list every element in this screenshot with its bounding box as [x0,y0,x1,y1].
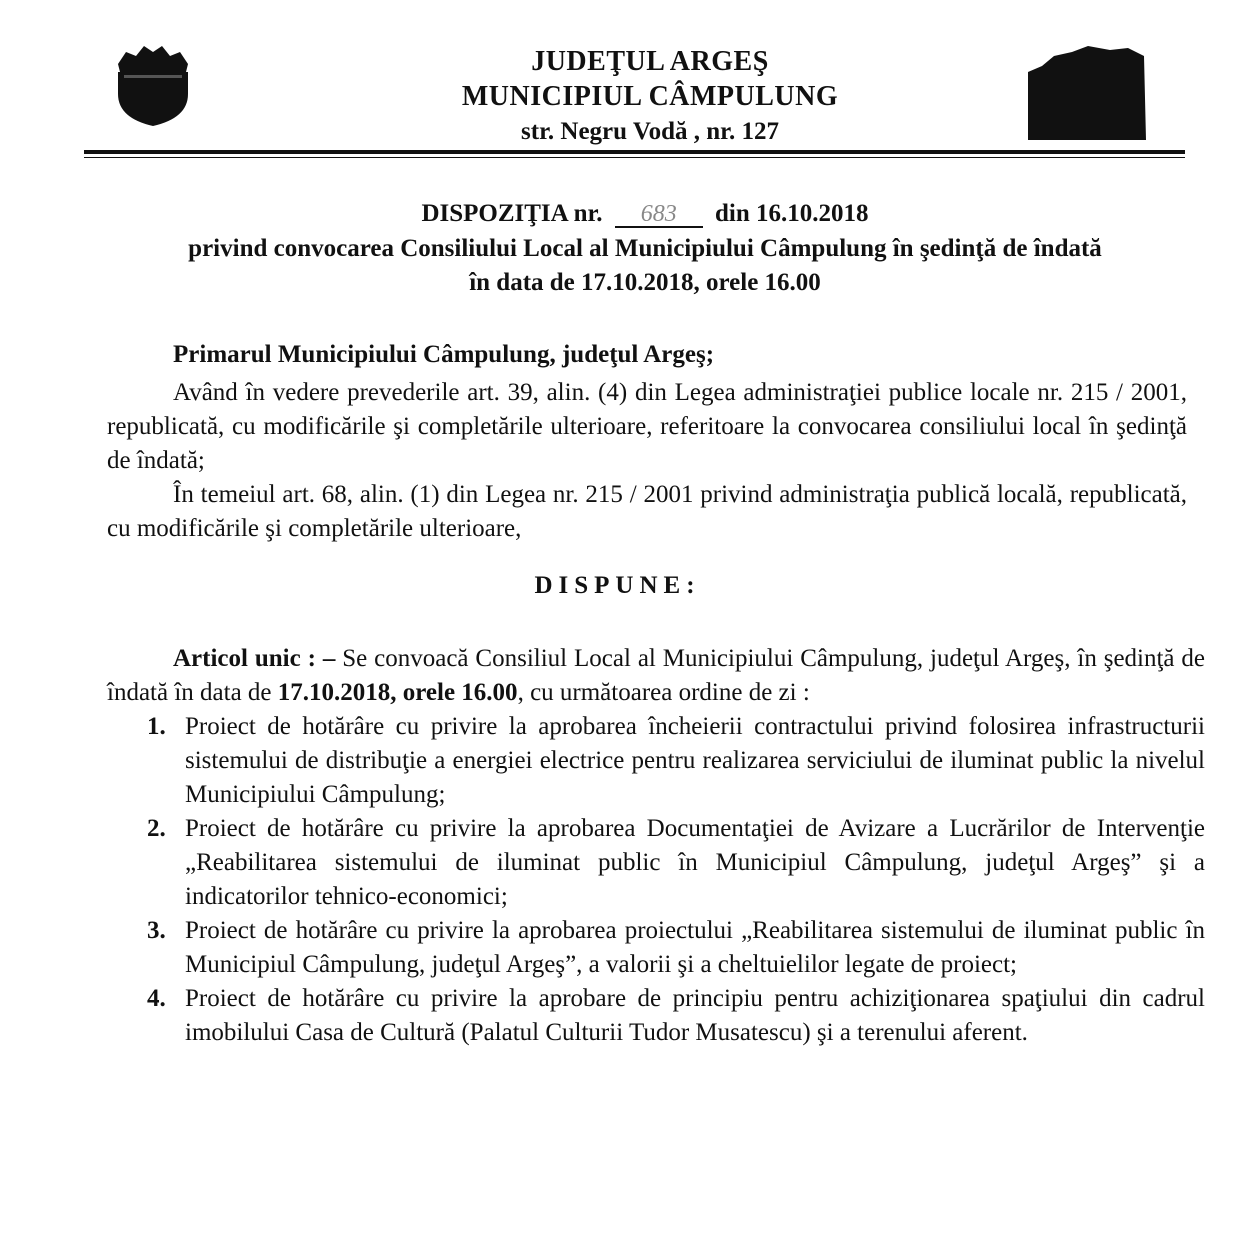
article-datetime: 17.10.2018, orele 16.00 [277,679,518,706]
title-subject-line1: privind convocarea Consiliului Local al Municipiului Câmpulung în şedinţă de îndată [188,235,1102,262]
document-header [300,44,1000,150]
title-date: din 16.10.2018 [715,200,869,227]
agenda-item [107,982,1205,1050]
dispune-heading: DISPUNE: [534,572,701,599]
article-label: Articol unic : – [173,645,336,672]
agenda-item-text: Proiect de hotărâre cu privire la aprobarea proiectului „Reabilitarea sistemului de iluminat public în Municipiul Câmpulung, judeţul Argeş”, a valorii şi a cheltuielilor legate de proiect; [185,917,1205,978]
article-text-1: Se convoacă Consiliul Local al Municipiului Câmpulung, judeţul Argeş, în şedinţă de îndată în data de [107,645,1206,706]
agenda-item [107,812,1205,914]
coat-of-arms-crest-left [112,42,194,128]
preamble [107,338,1187,546]
agenda-item [107,914,1205,982]
mayor-line: Primarul Municipiului Câmpulung, judeţul Argeş; [173,341,715,368]
document-title [80,196,1210,300]
municipality-name: MUNICIPIUL CÂMPULUNG [461,81,839,112]
agenda-item-text: Proiect de hotărâre cu privire la aprobarea încheierii contractului privind folosirea infrastructurii sistemului de distribuţie a energiei electrice pentru realizarea serviciului de iluminat public la nivelul Municipiului Câmpulung; [185,713,1205,808]
header-rule-thick [84,150,1185,154]
address: str. Negru Vodă , nr. 127 [521,118,779,145]
title-prefix: DISPOZIŢIA nr. [421,200,603,227]
agenda-item-number: 3. [147,917,166,944]
agenda-item [107,710,1205,812]
article-text-2: , cu următoarea ordine de zi : [517,679,810,706]
preamble-paragraph-1: Având în vedere prevederile art. 39, alin. (4) din Legea administraţiei publice locale nr. 215 / 2001, republicată, cu modificările şi completările ulterioare, referitoare la convocarea consiliului local în şedinţă de îndată; [107,379,1187,474]
agenda-item-number: 2. [147,815,166,842]
handwritten-number: 683 [615,202,703,228]
article-unic [107,642,1205,1050]
emblem-right [1024,44,1148,142]
agenda-item-number: 4. [147,985,166,1012]
agenda-item-number: 1. [147,713,166,740]
header-rule-thin [84,157,1185,158]
agenda-item-text: Proiect de hotărâre cu privire la aprobare de principiu pentru achiziţionarea spaţiului din cadrul imobilului Casa de Cultură (Palatul Culturii Tudor Musatescu) şi a terenului aferent. [185,985,1205,1046]
agenda-list [107,710,1205,1050]
title-subject-line2: în data de 17.10.2018, orele 16.00 [469,269,821,296]
preamble-paragraph-2: În temeiul art. 68, alin. (1) din Legea nr. 215 / 2001 privind administraţia publică locală, republicată, cu modificările şi completările ulterioare, [107,481,1187,542]
county-name: JUDEŢUL ARGEŞ [531,46,769,77]
agenda-item-text: Proiect de hotărâre cu privire la aprobarea Documentaţiei de Avizare a Lucrărilor de Intervenţie „Reabilitarea sistemului de iluminat public în Municipiul Câmpulung, judeţul Argeş” şi a indicatorilor tehnico-economici; [185,815,1205,910]
